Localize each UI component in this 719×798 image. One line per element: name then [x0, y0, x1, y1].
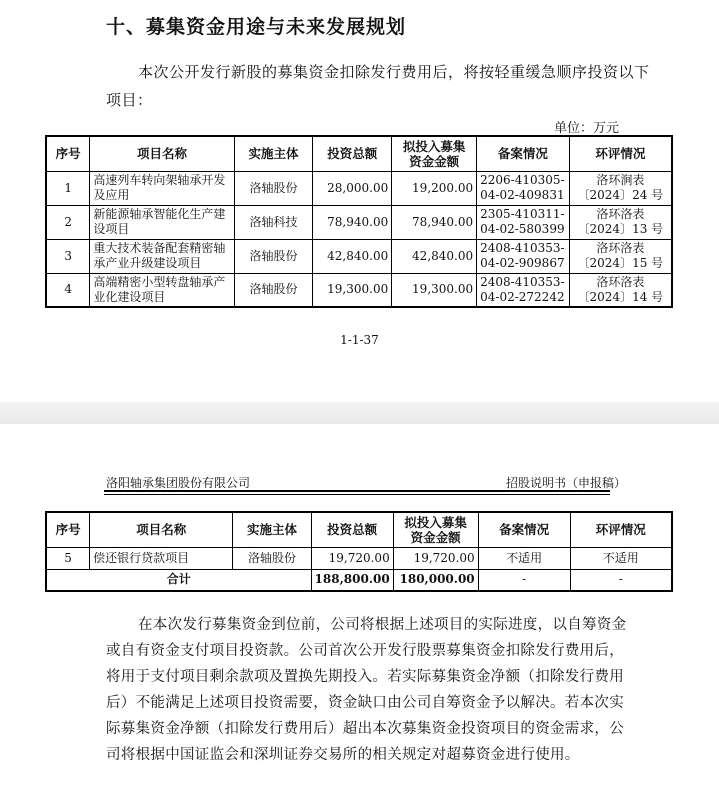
- cell-entity: 洛轴股份: [234, 273, 313, 307]
- cell-raised: 19,300.00: [392, 273, 477, 307]
- table-header-row: [46, 136, 672, 171]
- closing-paragraph-line-6: 司将根据中国证监会和深圳证券交易所的相关规定对超募资金进行使用。: [106, 747, 580, 763]
- cell-no: 3: [46, 239, 90, 273]
- closing-paragraph-line-1: 在本次发行募集资金到位前，公司将根据上述项目的实际进度，以自筹资金: [138, 617, 627, 633]
- total-filing: -: [478, 569, 570, 591]
- cell-eia: 洛环洛表〔2024〕15 号: [569, 239, 672, 273]
- closing-paragraph-line-4: 后）不能满足上述项目投资需要，资金缺口由公司自筹资金予以解决。若本次实: [106, 695, 624, 711]
- cell-filing: 2408-410353-04-02-909867: [477, 239, 570, 273]
- table-row: [46, 547, 672, 569]
- running-header-document: 招股说明书（申报稿）: [506, 476, 627, 490]
- cell-filing: 2408-410353-04-02-272242: [477, 273, 570, 307]
- cell-entity: 洛轴科技: [234, 205, 313, 239]
- cell-eia: 洛环洛表〔2024〕14 号: [569, 273, 672, 307]
- cell-project-name: 高速列车转向架轴承开发及应用: [90, 171, 234, 205]
- cell-entity: 洛轴股份: [234, 239, 313, 273]
- header-rule-thin: [104, 494, 610, 495]
- table-row: [46, 205, 672, 239]
- cell-eia: 洛环洛表〔2024〕13 号: [569, 205, 672, 239]
- header-raised: 拟投入募集 资金金额: [392, 136, 477, 171]
- cell-total: 19,720.00: [311, 547, 393, 569]
- header-filing: 备案情况: [477, 136, 570, 171]
- header-eia: 环评情况: [570, 512, 672, 547]
- header-project-name: 项目名称: [90, 512, 233, 547]
- total-investment: 188,800.00: [311, 569, 393, 591]
- cell-eia: 不适用: [570, 547, 672, 569]
- cell-filing: 2206-410305-04-02-409831: [477, 171, 570, 205]
- header-total: 投资总额: [311, 512, 393, 547]
- total-raised: 180,000.00: [393, 569, 478, 591]
- projects-table: [45, 135, 673, 308]
- cell-entity: 洛轴股份: [233, 547, 311, 569]
- cell-raised: 42,840.00: [392, 239, 477, 273]
- cell-total: 78,940.00: [313, 205, 392, 239]
- cell-filing: 不适用: [478, 547, 570, 569]
- cell-project-name: 新能源轴承智能化生产建设项目: [90, 205, 234, 239]
- closing-paragraph-line-3: 将用于支付项目剩余款项及置换先期投入。若实际募集资金净额（扣除发行费用: [106, 669, 624, 685]
- running-header-company: 洛阳轴承集团股份有限公司: [106, 476, 251, 490]
- total-eia: -: [570, 569, 672, 591]
- cell-raised: 19,720.00: [393, 547, 478, 569]
- cell-project-name: 偿还银行贷款项目: [90, 547, 233, 569]
- header-no: 序号: [46, 512, 90, 547]
- table-row: [46, 273, 672, 307]
- intro-paragraph-line-2: 项目：: [106, 91, 153, 109]
- cell-raised: 78,940.00: [392, 205, 477, 239]
- intro-paragraph-line-1: 本次公开发行新股的募集资金扣除发行费用后，将按轻重缓急顺序投资以下: [138, 63, 650, 81]
- header-no: 序号: [46, 136, 90, 171]
- header-project-name: 项目名称: [90, 136, 234, 171]
- table-header-row: [46, 512, 672, 547]
- section-title: 十、募集资金用途与未来发展规划: [106, 16, 407, 38]
- header-entity: 实施主体: [233, 512, 311, 547]
- cell-project-name: 重大技术装备配套精密轴承产业升级建设项目: [90, 239, 234, 273]
- total-row: [46, 569, 672, 591]
- cell-no: 5: [46, 547, 90, 569]
- projects-table-continued: [45, 511, 673, 592]
- header-filing: 备案情况: [478, 512, 570, 547]
- cell-total: 19,300.00: [313, 273, 392, 307]
- table-row: [46, 239, 672, 273]
- header-rule-thick: [104, 490, 610, 492]
- page-number: 1-1-37: [340, 333, 379, 347]
- cell-raised: 19,200.00: [392, 171, 477, 205]
- table-row: [46, 171, 672, 205]
- cell-no: 2: [46, 205, 90, 239]
- header-entity: 实施主体: [234, 136, 313, 171]
- cell-project-name: 高端精密小型转盘轴承产业化建设项目: [90, 273, 234, 307]
- closing-paragraph-line-2: 或自有资金支付项目投资款。公司首次公开发行股票募集资金扣除发行费用后，: [106, 643, 624, 659]
- cell-total: 28,000.00: [313, 171, 392, 205]
- header-eia: 环评情况: [569, 136, 672, 171]
- header-total: 投资总额: [313, 136, 392, 171]
- cell-no: 4: [46, 273, 90, 307]
- cell-eia: 洛环涧表〔2024〕24 号: [569, 171, 672, 205]
- cell-total: 42,840.00: [313, 239, 392, 273]
- total-label: 合计: [46, 569, 311, 591]
- cell-entity: 洛轴股份: [234, 171, 313, 205]
- page-break-divider: [0, 402, 719, 424]
- unit-label: 单位：万元: [554, 121, 620, 136]
- closing-paragraph-line-5: 际募集资金净额（扣除发行费用后）超出本次募集资金投资项目的资金需求，公: [106, 721, 624, 737]
- cell-filing: 2305-410311-04-02-580399: [477, 205, 570, 239]
- cell-no: 1: [46, 171, 90, 205]
- header-raised: 拟投入募集 资金金额: [393, 512, 478, 547]
